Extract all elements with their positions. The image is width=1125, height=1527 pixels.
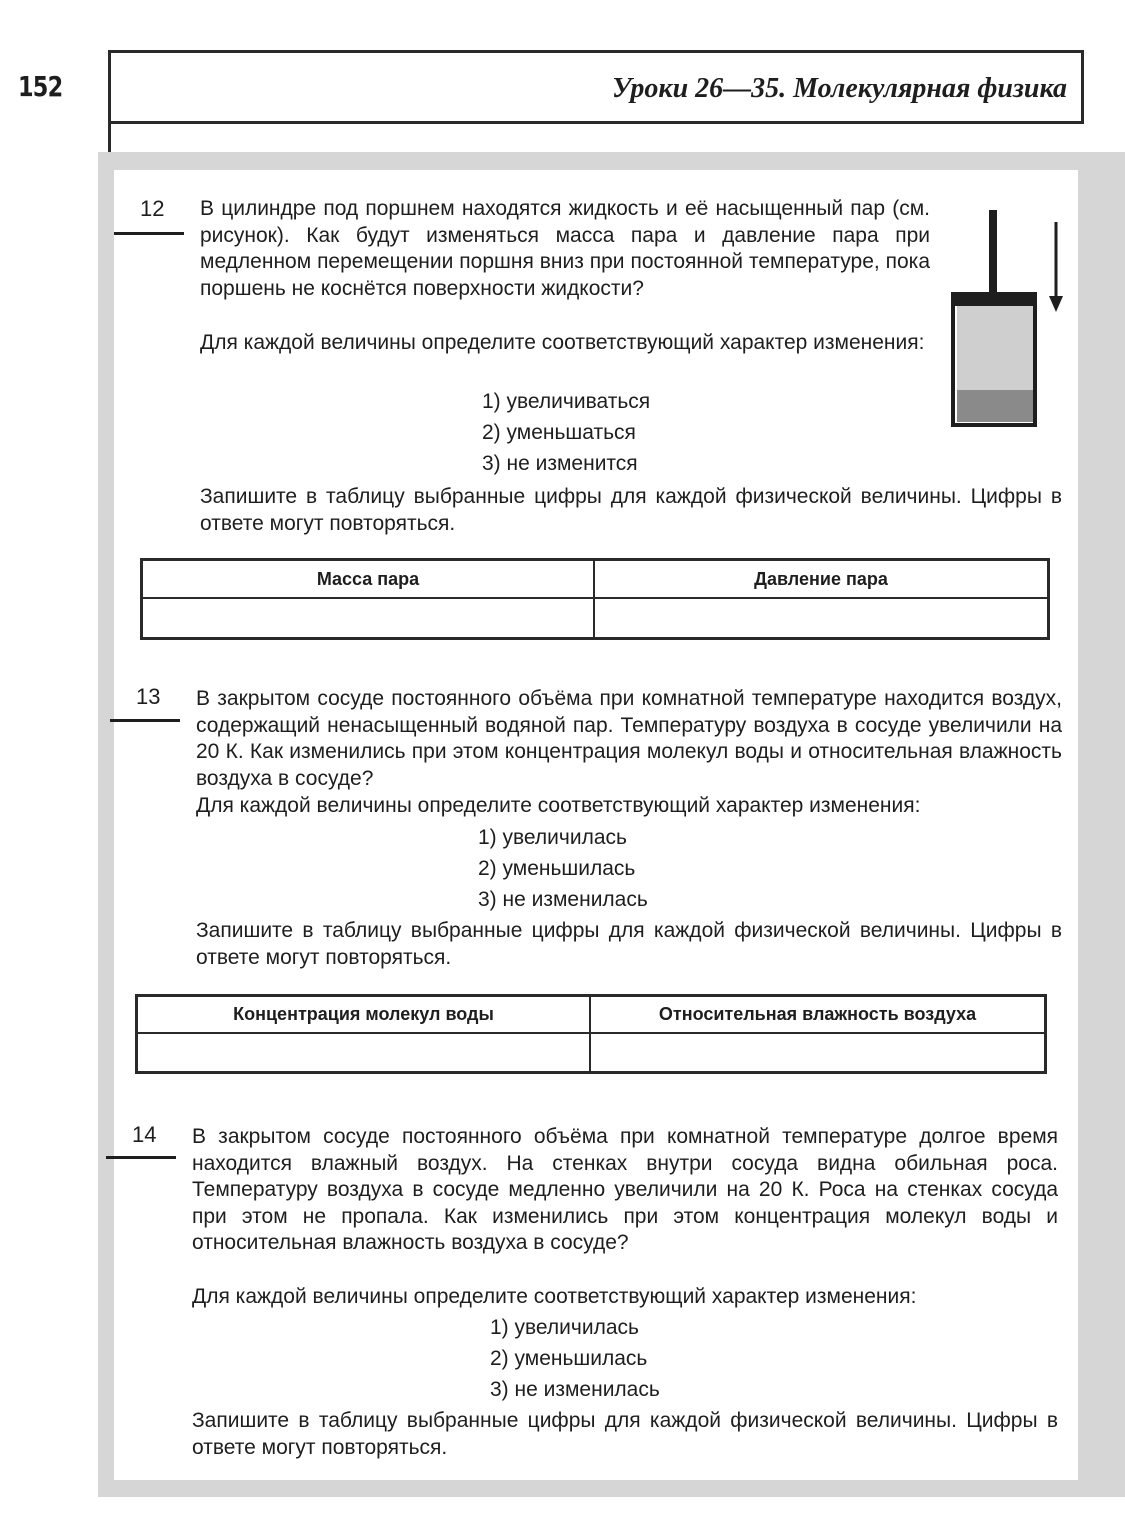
table-note: Запишите в таблицу выбранные цифры для каждой физической величины. Цифры в ответе могут повторяться.: [196, 919, 1062, 969]
task-rule: [114, 232, 184, 235]
chapter-title: Уроки 26—35. Молекулярная физика: [612, 73, 1067, 104]
piston-cylinder-diagram-icon: [945, 200, 1075, 435]
option-3: 3) не изменится: [482, 452, 638, 475]
page-number: 152: [18, 70, 63, 103]
header-divider: [108, 124, 111, 154]
table-header-steam-pressure: Давление пара: [595, 561, 1047, 599]
answer-cell-steam-mass[interactable]: [143, 599, 595, 637]
task-instruction: Для каждой величины определите соответствующий характер изменения:: [200, 331, 925, 354]
option-1: 1) увеличилась: [490, 1316, 639, 1339]
task-instruction: Для каждой величины определите соответствующий характер изменения:: [196, 794, 921, 817]
arrow-down-icon: [1049, 296, 1063, 312]
task-instruction: Для каждой величины определите соответствующий характер изменения:: [192, 1285, 917, 1308]
task-text: В цилиндре под поршнем находятся жидкость и её насыщенный пар (см. рисунок). Как будут изменяться масса пара и давление пара при медленном перемещении поршня вниз при постоянной температуре, пока поршень не коснётся поверхности жидкости?: [200, 197, 930, 300]
table-header-water-concentration: Концентрация молекул воды: [138, 997, 591, 1034]
answer-cell-water-concentration[interactable]: [138, 1034, 591, 1071]
answer-cell-steam-pressure[interactable]: [595, 599, 1047, 637]
table-header-steam-mass: Масса пара: [143, 561, 595, 599]
task-number: 12: [140, 196, 165, 221]
option-1: 1) увеличилась: [478, 826, 627, 849]
task-rule: [106, 1156, 176, 1159]
piston-icon: [953, 292, 1033, 306]
option-1: 1) увеличиваться: [482, 390, 651, 413]
option-2: 2) уменьшаться: [482, 421, 636, 444]
task-number: 14: [132, 1122, 157, 1147]
option-3: 3) не изменилась: [478, 888, 648, 911]
page-header: [108, 50, 1084, 124]
task-number: 13: [136, 684, 161, 709]
option-2: 2) уменьшилась: [490, 1347, 648, 1370]
option-3: 3) не изменилась: [490, 1378, 660, 1401]
answer-cell-relative-humidity[interactable]: [591, 1034, 1044, 1071]
option-2: 2) уменьшилась: [478, 857, 636, 880]
table-header-relative-humidity: Относительная влажность воздуха: [591, 997, 1044, 1034]
answer-table-13: [135, 994, 1047, 1074]
table-note: Запишите в таблицу выбранные цифры для каждой физической величины. Цифры в ответе могут повторяться.: [200, 485, 1062, 535]
piston-rod: [989, 210, 997, 294]
task-text: В закрытом сосуде постоянного объёма при комнатной температуре находится воздух, содержащий ненасыщенный водяной пар. Температуру воздуха в сосуде увеличили на 20 К. Как изменились при этом концентрация молекул воды и относительная влажность воздуха в сосуде?: [196, 687, 1062, 790]
task-rule: [110, 719, 180, 722]
task-text: В закрытом сосуде постоянного объёма при комнатной температуре долгое время находится влажный воздух. На стенках внутри сосуда видна обильная роса. Температуру воздуха в сосуде медленно увеличили на 20 К. Роса на стенках сосуда при этом не пропала. Как изменились при этом концентрация молекул воды и относительная влажность воздуха в сосуде?: [192, 1125, 1058, 1255]
table-note: Запишите в таблицу выбранные цифры для каждой физической величины. Цифры в ответе могут повторяться.: [192, 1409, 1058, 1459]
liquid-region: [957, 390, 1033, 422]
answer-table-12: [140, 558, 1050, 640]
